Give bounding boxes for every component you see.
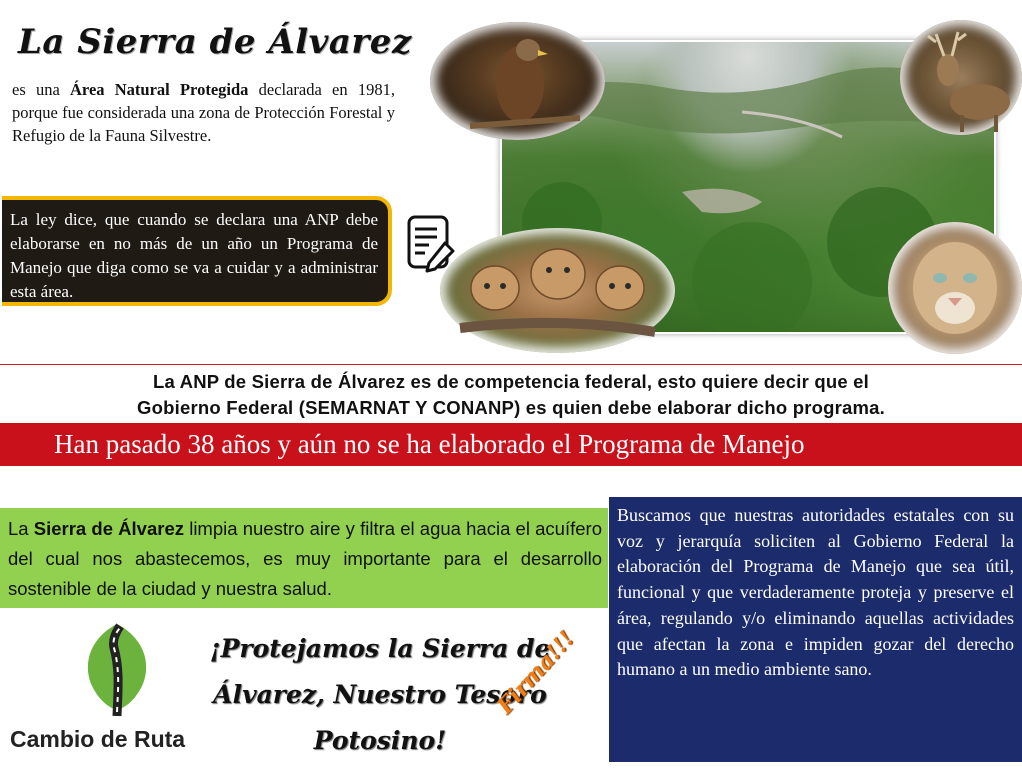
green-suffix: limpia nuestro aire y filtra el agua hacia el acuífero del cual nos abastecemos, es muy importante para el desarrollo sostenible de la ciudad y nuestra salud. [8, 518, 602, 599]
deer-photo [900, 20, 1022, 135]
federal-notice-line2: Gobierno Federal (SEMARNAT Y CONANP) es quien debe elaborar dicho programa. [137, 397, 885, 418]
page-title: La Sierra de Álvarez [18, 22, 412, 62]
logo-text: Cambio de Ruta [10, 726, 186, 752]
intro-paragraph [12, 78, 395, 147]
red-banner [0, 423, 1022, 466]
blue-box [609, 497, 1022, 762]
slogan-line3: Potosino! [313, 726, 447, 755]
law-box [2, 196, 392, 306]
slogan-line2: Álvarez, Nuestro Tesoro [213, 680, 547, 709]
red-banner-text: Han pasado 38 años y aún no se ha elaborado el Programa de Manejo [54, 429, 805, 459]
federal-notice-line1: La ANP de Sierra de Álvarez es de competencia federal, esto quiere decir que el [153, 371, 869, 392]
green-bold: Sierra de Álvarez [33, 518, 185, 539]
intro-bold: Área Natural Protegida [70, 80, 249, 99]
firma-text: Firma!!! [492, 626, 580, 720]
green-text [8, 514, 602, 604]
puma-photo [888, 222, 1022, 354]
slogan-line1: ¡Protejamos la Sierra de [209, 634, 551, 663]
puma-cubs-photo [440, 228, 675, 353]
blue-text: Buscamos que nuestras autoridades estatales con su voz y jerarquía soliciten al Gobierno Federal la elaboración del Programa de Manejo que sea útil, funcional y que verdaderamente proteja y preserve el área, regulando y/o eliminando aquellas actividades que afectan la zona e impiden gozar del derecho humano a un medio ambiente sano. [617, 505, 1014, 680]
law-text: La ley dice, que cuando se declara una ANP debe elaborarse en no más de un año un Programa de Manejo que diga como se va a cuidar y a administrar esta área. [10, 210, 378, 301]
intro-suffix: declarada en 1981, porque fue considerada una zona de Protección Forestal y Refugio de la Fauna Silvestre. [12, 80, 395, 145]
intro-prefix: es una [12, 80, 71, 99]
leaf-road-icon [80, 620, 155, 720]
green-box [0, 508, 608, 608]
green-prefix: La [8, 518, 34, 539]
hawk-photo [430, 22, 605, 140]
federal-notice [0, 364, 1022, 422]
